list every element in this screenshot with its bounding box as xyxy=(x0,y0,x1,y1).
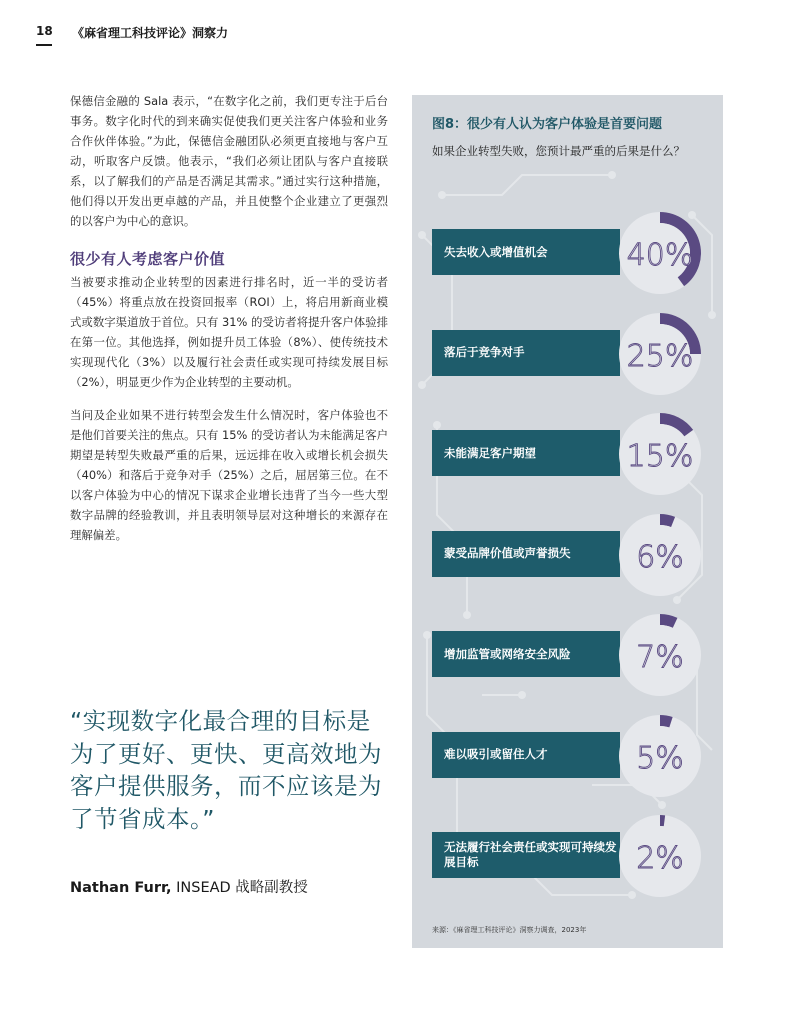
chart-row xyxy=(412,808,723,912)
figure-source: 来源：《麻省理工科技评论》洞察力调查，2023年 xyxy=(432,926,587,934)
category-bar xyxy=(432,229,620,275)
body-column xyxy=(70,91,388,545)
value-label: 25% xyxy=(626,338,694,374)
page-number-rule xyxy=(36,44,52,46)
category-bar xyxy=(432,531,620,577)
chart-row xyxy=(412,708,723,812)
figure-subtitle: 如果企业转型失败，您预计最严重的后果是什么？ xyxy=(432,144,685,158)
category-label: 蒙受品牌价值或声誉损失 xyxy=(444,546,571,560)
donut-chart xyxy=(612,306,708,402)
category-bar xyxy=(432,732,620,778)
figure-8-panel xyxy=(412,95,723,948)
donut-chart xyxy=(612,507,708,603)
section-heading: 很少有人考虑客户价值 xyxy=(70,250,226,268)
donut-chart xyxy=(612,808,708,904)
value-label: 6% xyxy=(636,539,684,575)
category-bar xyxy=(432,430,620,476)
category-bar xyxy=(432,631,620,677)
chart-row xyxy=(412,507,723,611)
value-label: 40% xyxy=(626,238,694,273)
page-number: 18 xyxy=(36,24,53,38)
body-paragraph-3: 当问及企业如果不进行转型会发生什么情况时，客户体验也不是他们首要关注的焦点。只有 15% 的受访者认为未能满足客户期望是转型失败最严重的后果，远远排在收入或增长机会损失（40%）和落后于竞争对手（25%）之后，屈居第三位。在不以客户体验为中心的情况下谋求企业增长违背了当今一些大型数字品牌的经验教训，并且表明领导层对这种增长的来源存在理解偏差。 xyxy=(70,408,388,542)
category-bar xyxy=(432,832,620,878)
value-label: 5% xyxy=(636,740,684,776)
value-label: 7% xyxy=(636,640,684,675)
category-label: 未能满足客户期望 xyxy=(444,445,536,460)
category-label: 失去收入或增值机会 xyxy=(444,244,548,259)
category-label: 落后于竞争对手 xyxy=(444,345,525,359)
body-paragraph-1: 保德信金融的 Sala 表示，“在数字化之前，我们更专注于后台事务。数字化时代的到来确实促使我们更关注客户体验和业务合作伙伴体验。”为此，保德信金融团队必须更直接地与客户互动，听取客户反馈。他表示，“我们必须让团队与客户直接联系，以了解我们的产品是否满足其需求。”通过实行这种措施，他们得以开发出更卓越的产品，并且使整个企业建立了更强烈的以客户为中心的意识。 xyxy=(70,94,388,228)
donut-chart xyxy=(612,406,708,502)
donut-chart xyxy=(612,205,708,301)
body-paragraph-2: 当被要求推动企业转型的因素进行排名时，近一半的受访者（45%）将重点放在投资回报率（ROI）上，将启用新商业模式或数字渠道放于首位。只有 31% 的受访者将提升客户体验排在第一位。其他选择，例如提升员工体验（8%）、使传统技术实现现代化（3%）以及履行社会责任或实现可持续发展目标（2%），明显更少作为企业转型的主要动机。 xyxy=(70,275,388,389)
category-label: 增加监管或网络安全风险 xyxy=(444,646,571,661)
quote-attribution xyxy=(70,876,308,897)
pull-quote: “实现数字化最合理的目标是为了更好、更快、更高效地为客户提供服务，而不应该是为了节省成本。” xyxy=(70,707,382,833)
chart-row xyxy=(412,406,723,510)
category-label: 难以吸引或留住人才 xyxy=(444,747,548,761)
chart-row xyxy=(412,306,723,410)
figure-title: 图8：很少有人认为客户体验是首要问题 xyxy=(432,117,663,132)
category-bar xyxy=(432,330,620,376)
value-label: 2% xyxy=(636,841,684,876)
donut-chart xyxy=(612,607,708,703)
chart-row xyxy=(412,205,723,309)
chart-row xyxy=(412,607,723,711)
quote-author: Nathan Furr, xyxy=(70,880,172,896)
category-label: 无法履行社会责任或实现可持续发展目标 xyxy=(444,840,617,869)
donut-chart xyxy=(612,708,708,804)
value-label: 15% xyxy=(626,439,694,474)
running-head: 《麻省理工科技评论》洞察力 xyxy=(72,26,229,40)
quote-author-title: INSEAD 战略副教授 xyxy=(171,880,308,896)
